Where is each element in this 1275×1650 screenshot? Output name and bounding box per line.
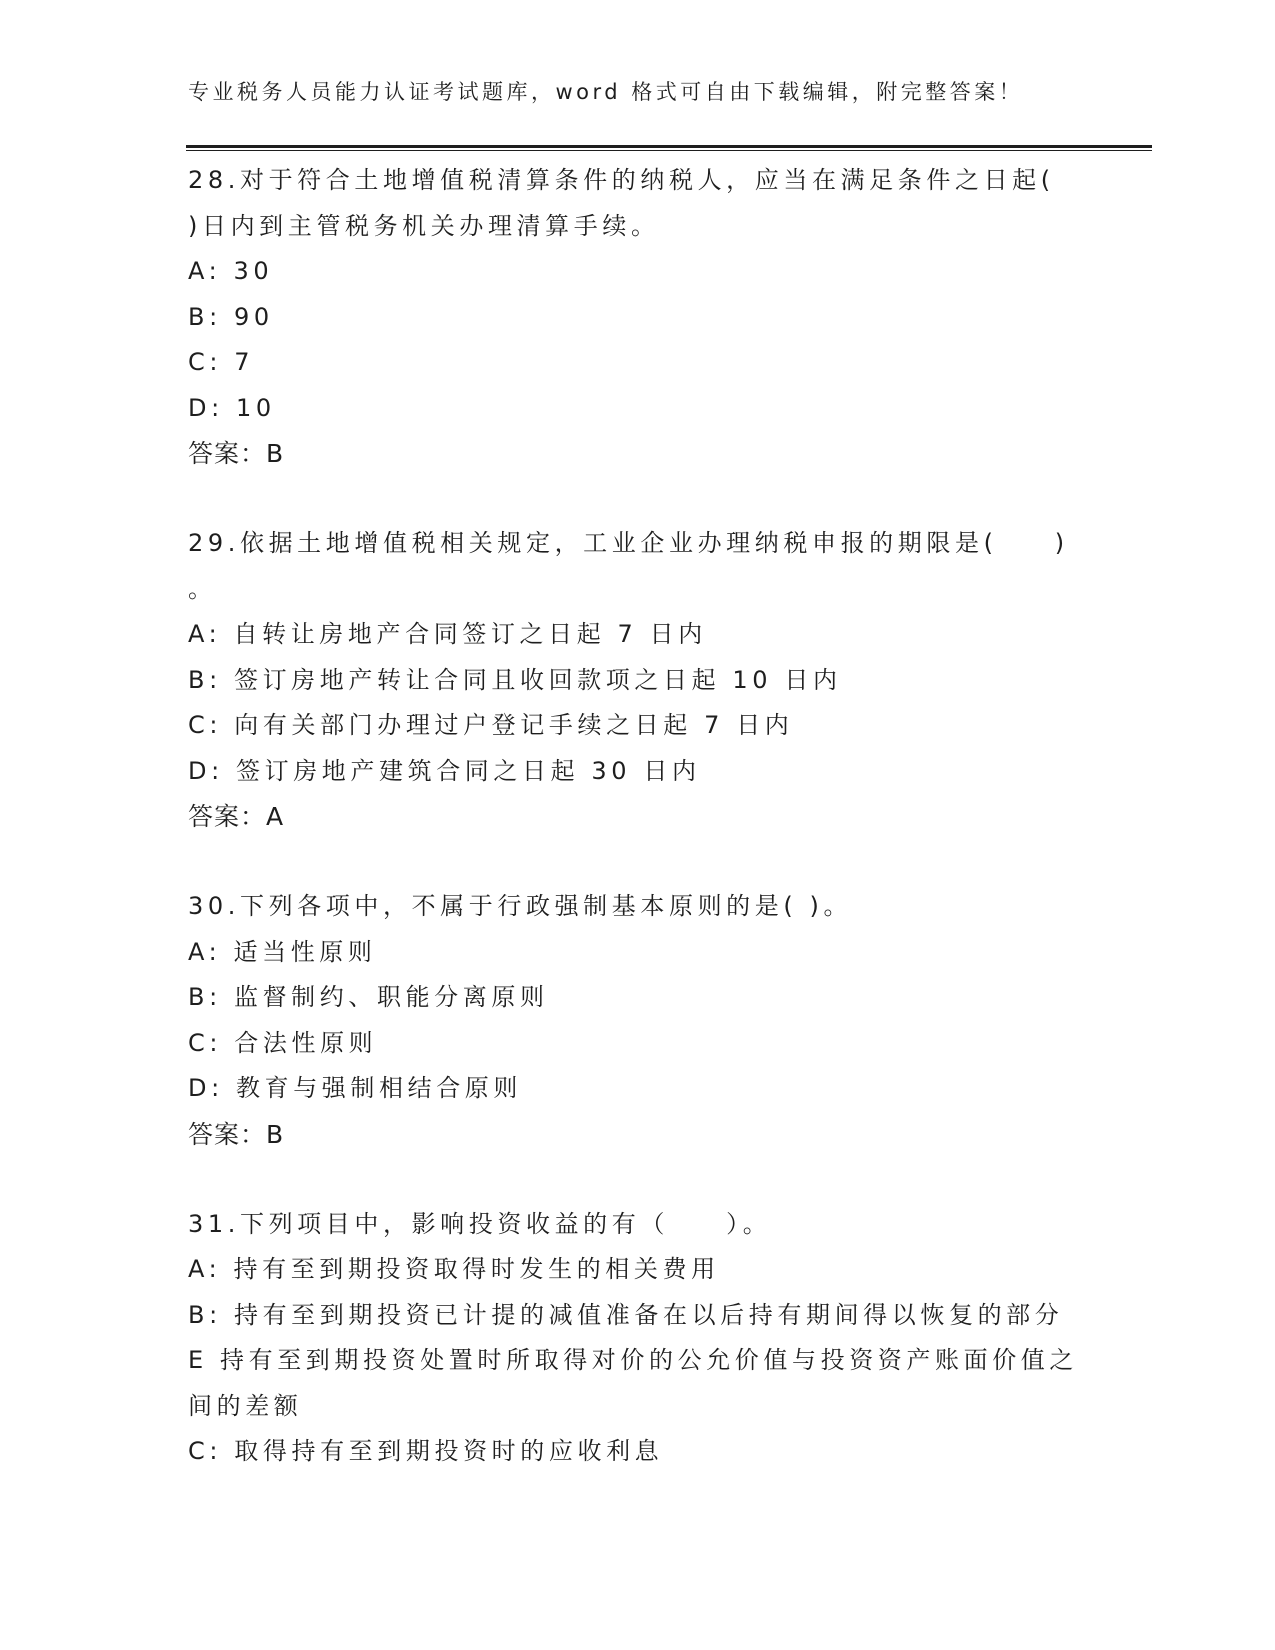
question-stem: 28.对于符合土地增值税清算条件的纳税人，应当在满足条件之日起( <box>188 166 1055 194</box>
option-a: A: 自转让房地产合同签订之日起 7 日内 <box>188 620 707 648</box>
option-b: B: 持有至到期投资已计提的减值准备在以后持有期间得以恢复的部分 <box>188 1300 1064 1329</box>
question-stem: 。 <box>188 574 217 603</box>
answer-line: 答案：A <box>188 802 285 831</box>
answer-line: 答案：B <box>188 439 285 468</box>
question-29 <box>188 521 1088 839</box>
question-stem: 29.依据土地增值税相关规定，工业企业办理纳税申报的期限是( ) <box>188 529 1069 557</box>
header-divider-thick <box>186 145 1152 148</box>
option-a: A: 持有至到期投资取得时发生的相关费用 <box>188 1255 720 1283</box>
option-d: D: 教育与强制相结合原则 <box>188 1074 522 1102</box>
option-c: C: 合法性原则 <box>188 1028 378 1057</box>
option-c: C: 向有关部门办理过户登记手续之日起 7 日内 <box>188 711 794 739</box>
option-c: C: 7 <box>188 348 255 376</box>
question-stem: )日内到主管税务机关办理清算手续。 <box>188 211 660 240</box>
question-stem: 31.下列项目中，影响投资收益的有（ ）。 <box>188 1209 772 1238</box>
question-stem: 30.下列各项中，不属于行政强制基本原则的是( )。 <box>188 892 853 920</box>
question-list <box>188 158 1088 1475</box>
option-a: A: 适当性原则 <box>188 937 377 966</box>
option-a: A: 30 <box>188 257 274 285</box>
page-header: 专业税务人员能力认证考试题库，word 格式可自由下载编辑，附完整答案！ <box>188 80 1024 104</box>
option-d: D: 10 <box>188 393 276 422</box>
option-b: B: 监督制约、职能分离原则 <box>188 983 549 1011</box>
option-c: C: 取得持有至到期投资时的应收利息 <box>188 1437 664 1465</box>
answer-line: 答案：B <box>188 1119 285 1149</box>
question-30 <box>188 884 1088 1157</box>
option-b: B: 90 <box>188 302 274 331</box>
question-31 <box>188 1202 1088 1475</box>
option-d: D: 签订房地产建筑合同之日起 30 日内 <box>188 756 701 785</box>
question-28 <box>188 158 1088 476</box>
option-b: B: 签订房地产转让合同且收回款项之日起 10 日内 <box>188 665 842 694</box>
option-e-continued: 间的差额 <box>188 1391 303 1420</box>
option-e: E 持有至到期投资处置时所取得对价的公允价值与投资资产账面价值之 <box>188 1346 1078 1374</box>
header-divider-thin <box>186 150 1152 151</box>
